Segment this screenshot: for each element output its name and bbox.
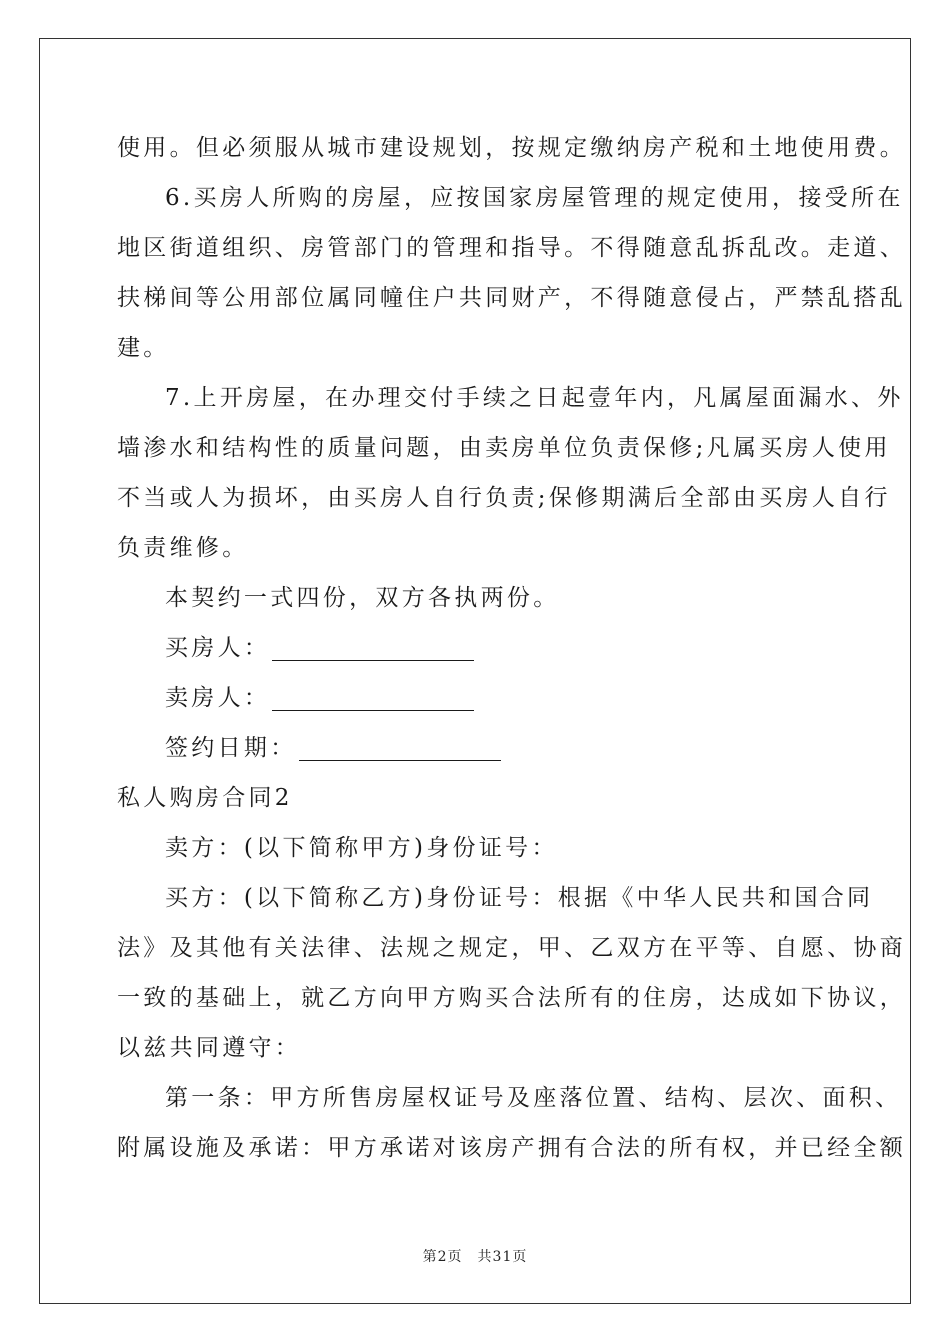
text-line: 法》及其他有关法律、法规之规定，甲、乙双方在平等、自愿、协商 — [117, 935, 906, 961]
text-line: 6.买房人所购的房屋，应按国家房屋管理的规定使用，接受所在 — [165, 185, 904, 211]
text-line: 不当或人为损坏，由买房人自行负责;保修期满后全部由买房人自行 — [117, 485, 891, 511]
signature-seller — [165, 678, 474, 718]
text-line: 墙渗水和结构性的质量问题，由卖房单位负责保修;凡属买房人使用 — [117, 435, 891, 461]
signature-label: 买房人： — [165, 635, 271, 661]
text-line: 买方：(以下简称乙方)身份证号：根据《中华人民共和国合同 — [165, 885, 874, 911]
text-line: 第一条：甲方所售房屋权证号及座落位置、结构、层次、面积、 — [165, 1085, 902, 1111]
text-line: 以兹共同遵守： — [117, 1035, 302, 1061]
section-title: 私人购房合同2 — [117, 785, 293, 811]
signature-label: 签约日期： — [165, 735, 297, 761]
text-line: 附属设施及承诺：甲方承诺对该房产拥有合法的所有权，并已经全额 — [117, 1135, 906, 1161]
signature-blank — [272, 636, 474, 661]
signature-blank — [272, 686, 474, 711]
text-line: 负责维修。 — [117, 535, 249, 561]
signature-date — [165, 728, 501, 768]
text-line: 扶梯间等公用部位属同幢住户共同财产，不得随意侵占，严禁乱搭乱 — [117, 285, 906, 311]
text-line: 卖方：(以下简称甲方)身份证号： — [165, 835, 558, 861]
text-line: 一致的基础上，就乙方向甲方购买合法所有的住房，达成如下协议， — [117, 985, 906, 1011]
text-line: 本契约一式四份，双方各执两份。 — [165, 585, 560, 611]
signature-label: 卖房人： — [165, 685, 271, 711]
text-line: 建。 — [117, 335, 170, 361]
signature-blank — [299, 736, 501, 761]
text-line: 7.上开房屋，在办理交付手续之日起壹年内，凡属屋面漏水、外 — [165, 385, 904, 411]
text-line: 地区街道组织、房管部门的管理和指导。不得随意乱拆乱改。走道、 — [117, 235, 906, 261]
page-number: 第2页 共31页 — [422, 1249, 528, 1265]
text-line: 使用。但必须服从城市建设规划，按规定缴纳房产税和土地使用费。 — [117, 135, 906, 161]
signature-buyer — [165, 628, 474, 668]
